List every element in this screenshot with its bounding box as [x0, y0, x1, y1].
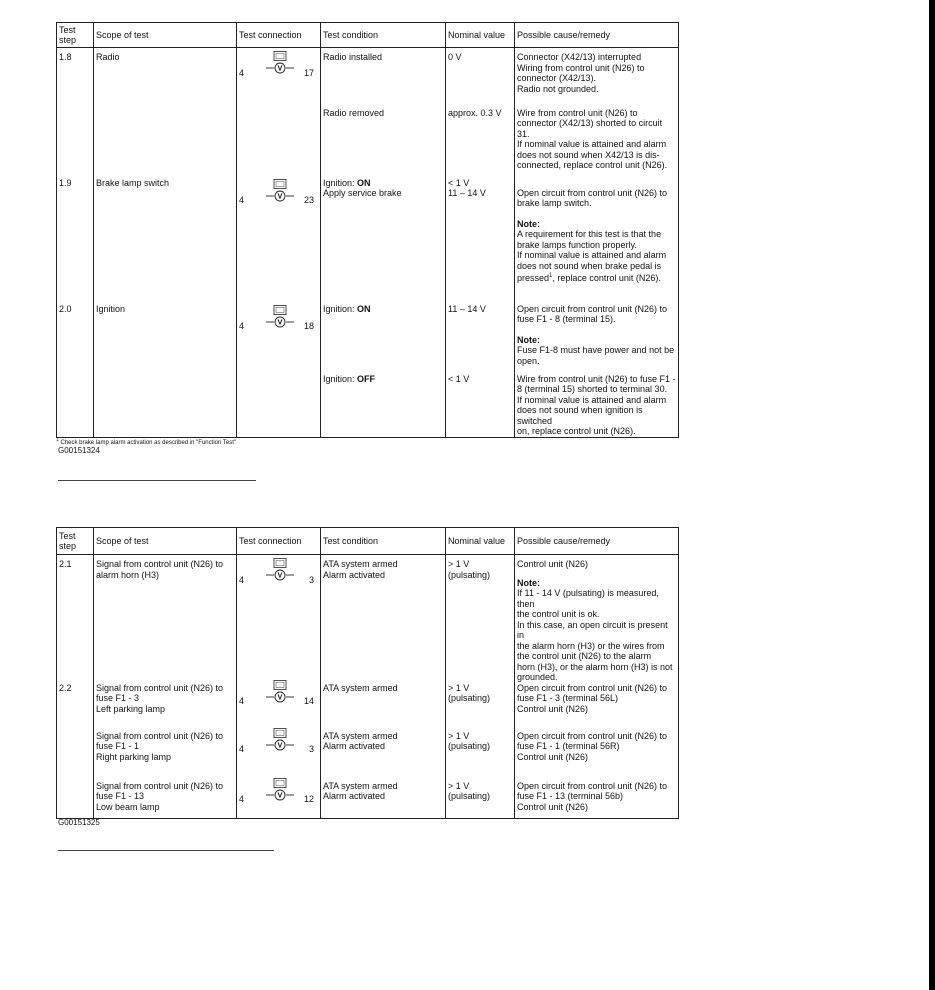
- cause-cell: Connector (X42/13) interrupted Wiring from control unit (N26) to connector (X42/13). Radio not grounded.: [515, 48, 679, 108]
- header-connection: Test connection: [237, 23, 321, 48]
- header-step: Test step: [57, 528, 94, 555]
- right-edge-bar: [929, 0, 935, 990]
- voltmeter-icon: [265, 558, 295, 582]
- table-row: [57, 683, 679, 731]
- voltmeter-icon: [265, 778, 295, 802]
- svg-text:V: V: [277, 193, 283, 201]
- voltmeter-icon: [265, 51, 295, 75]
- scope-cell: Signal from control unit (N26) to fuse F1 - 3 Left parking lamp: [94, 683, 237, 731]
- cause-cell: Control unit (N26) Note: If 11 - 14 V (pulsating) is measured, then the control unit is ok. In this case, an open circuit is present in the alarm horn (H3) or the wires from the control unit (N26) to the alarm horn (H3), or the alarm horn (H3) is not grounded.: [515, 555, 679, 683]
- connection-cell: 4 V 17: [237, 48, 321, 108]
- voltmeter-icon: [265, 728, 295, 752]
- svg-text:V: V: [277, 742, 283, 750]
- condition-cell: ATA system armed Alarm activated: [321, 731, 446, 781]
- condition-cell: Ignition: ON: [321, 304, 446, 374]
- nominal-cell: > 1 V (pulsating): [446, 731, 515, 781]
- cause-cell: Open circuit from control unit (N26) to fuse F1 - 3 (terminal 56L) Control unit (N26): [515, 683, 679, 731]
- condition-cell: ATA system armed Alarm activated: [321, 555, 446, 683]
- condition-cell: ATA system armed Alarm activated: [321, 781, 446, 819]
- connection-cell: 4 V 18: [237, 304, 321, 374]
- table-row: [57, 781, 679, 819]
- header-nominal: Nominal value: [446, 528, 515, 555]
- step-cell: 2.1: [57, 555, 94, 683]
- step-cell: 1.8: [57, 48, 94, 108]
- header-condition: Test condition: [321, 23, 446, 48]
- scope-cell: Ignition: [94, 304, 237, 374]
- header-cause: Possible cause/remedy: [515, 528, 679, 555]
- condition-cell: Radio installed: [321, 48, 446, 108]
- table-row: [57, 178, 679, 304]
- table-row: [57, 555, 679, 683]
- nominal-cell: < 1 V: [446, 374, 515, 438]
- svg-text:V: V: [277, 792, 283, 800]
- cause-cell: Open circuit from control unit (N26) to fuse F1 - 1 (terminal 56R) Control unit (N26): [515, 731, 679, 781]
- nominal-cell: > 1 V (pulsating): [446, 683, 515, 731]
- nominal-cell: > 1 V (pulsating): [446, 555, 515, 683]
- cause-cell: Wire from control unit (N26) to connector (X42/13) shorted to circuit 31. If nominal value is attained and alarm does not sound when X42/13 is dis- connected, replace control unit (N26).: [515, 108, 679, 178]
- condition-cell: Ignition: OFF: [321, 374, 446, 438]
- svg-text:V: V: [277, 694, 283, 702]
- footnote: $^1$ Check brake lamp alarm activation as described in "Function Test": [56, 437, 237, 446]
- nominal-cell: 11 – 14 V: [446, 304, 515, 374]
- cause-cell: Open circuit from control unit (N26) to fuse F1 - 8 (terminal 15). Note: Fuse F1-8 must have power and not be open.: [515, 304, 679, 374]
- scope-cell: Signal from control unit (N26) to fuse F1 - 1 Right parking lamp: [94, 731, 237, 781]
- connection-cell: 4 V 12: [237, 781, 321, 819]
- voltmeter-icon: [265, 305, 295, 329]
- nominal-cell: > 1 V (pulsating): [446, 781, 515, 819]
- table-row: [57, 374, 679, 438]
- header-condition: Test condition: [321, 528, 446, 555]
- connection-cell: 4 V 14: [237, 683, 321, 731]
- table-row: [57, 304, 679, 374]
- nominal-cell: < 1 V 11 – 14 V: [446, 178, 515, 304]
- figure-code: G00151324: [58, 446, 100, 455]
- scope-cell: Signal from control unit (N26) to alarm horn (H3): [94, 555, 237, 683]
- connection-cell: 4 V 3: [237, 731, 321, 781]
- cause-cell: Open circuit from control unit (N26) to brake lamp switch. Note: A requirement for this test is that the brake lamps function properly. If nominal value is attained and alarm does not sound when brake pedal is pressed$^1$, replace control unit (N26).: [515, 178, 679, 304]
- cause-cell: Wire from control unit (N26) to fuse F1 - 8 (terminal 15) shorted to terminal 30. If nominal value is attained and alarm does not sound when ignition is switched on, replace control unit (N26).: [515, 374, 679, 438]
- table-header-row: [57, 23, 679, 48]
- cause-cell: Open circuit from control unit (N26) to fuse F1 - 13 (terminal 56b) Control unit (N26): [515, 781, 679, 819]
- test-table-1: [56, 22, 679, 438]
- step-cell: 2.2: [57, 683, 94, 731]
- header-connection: Test connection: [237, 528, 321, 555]
- voltmeter-icon: [265, 179, 295, 203]
- table-row: [57, 48, 679, 108]
- step-cell: 1.9: [57, 178, 94, 304]
- table-header-row: [57, 528, 679, 555]
- table-row: [57, 108, 679, 178]
- scope-cell: Signal from control unit (N26) to fuse F1 - 13 Low beam lamp: [94, 781, 237, 819]
- header-cause: Possible cause/remedy: [515, 23, 679, 48]
- figure-code: G00151325: [58, 818, 100, 827]
- header-scope: Scope of test: [94, 528, 237, 555]
- svg-text:V: V: [277, 65, 283, 73]
- test-table-2: [56, 527, 679, 819]
- step-cell: 2.0: [57, 304, 94, 374]
- connection-cell: 4 V 23: [237, 178, 321, 304]
- nominal-cell: 0 V: [446, 48, 515, 108]
- connection-cell: 4 V 3: [237, 555, 321, 683]
- condition-cell: Radio removed: [321, 108, 446, 178]
- condition-cell: Ignition: ON Apply service brake: [321, 178, 446, 304]
- header-step: Test step: [57, 23, 94, 48]
- header-scope: Scope of test: [94, 23, 237, 48]
- header-nominal: Nominal value: [446, 23, 515, 48]
- scope-cell: Radio: [94, 48, 237, 108]
- divider: [58, 480, 256, 481]
- condition-cell: ATA system armed: [321, 683, 446, 731]
- voltmeter-icon: [265, 680, 295, 704]
- scope-cell: Brake lamp switch: [94, 178, 237, 304]
- svg-text:V: V: [277, 319, 283, 327]
- svg-text:V: V: [277, 572, 283, 580]
- divider: [58, 850, 274, 851]
- table-row: [57, 731, 679, 781]
- nominal-cell: approx. 0.3 V: [446, 108, 515, 178]
